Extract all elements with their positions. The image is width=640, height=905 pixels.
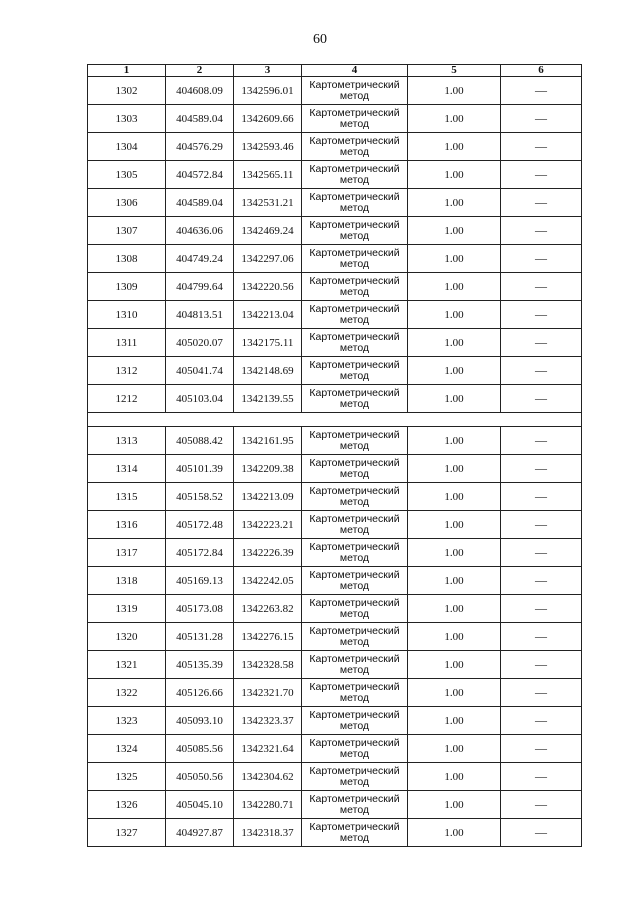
- description-cell: —: [501, 161, 582, 189]
- accuracy-cell: 1.00: [408, 483, 501, 511]
- table-row: [88, 455, 582, 483]
- x-coordinate-cell: 405172.48: [166, 511, 234, 539]
- method-cell: Картометрический метод: [302, 483, 408, 511]
- y-coordinate-cell: 1342609.66: [234, 105, 302, 133]
- x-coordinate-cell: 405103.04: [166, 385, 234, 413]
- x-coordinate-cell: 404813.51: [166, 301, 234, 329]
- y-coordinate-cell: 1342148.69: [234, 357, 302, 385]
- y-coordinate-cell: 1342596.01: [234, 77, 302, 105]
- y-coordinate-cell: 1342318.37: [234, 819, 302, 847]
- y-coordinate-cell: 1342263.82: [234, 595, 302, 623]
- table-row: [88, 595, 582, 623]
- table-row: [88, 105, 582, 133]
- accuracy-cell: 1.00: [408, 329, 501, 357]
- x-coordinate-cell: 404927.87: [166, 819, 234, 847]
- table-row: [88, 679, 582, 707]
- point-number-cell: 1322: [88, 679, 166, 707]
- x-coordinate-cell: 405101.39: [166, 455, 234, 483]
- method-cell: Картометрический метод: [302, 567, 408, 595]
- method-cell: Картометрический метод: [302, 133, 408, 161]
- method-cell: Картометрический метод: [302, 217, 408, 245]
- description-cell: —: [501, 735, 582, 763]
- point-number-cell: 1308: [88, 245, 166, 273]
- table-row: [88, 763, 582, 791]
- x-coordinate-cell: 404636.06: [166, 217, 234, 245]
- point-number-cell: 1312: [88, 357, 166, 385]
- method-cell: Картометрический метод: [302, 77, 408, 105]
- accuracy-cell: 1.00: [408, 455, 501, 483]
- description-cell: —: [501, 791, 582, 819]
- method-cell: Картометрический метод: [302, 595, 408, 623]
- x-coordinate-cell: 404576.29: [166, 133, 234, 161]
- point-number-cell: 1304: [88, 133, 166, 161]
- table-row: [88, 161, 582, 189]
- accuracy-cell: 1.00: [408, 651, 501, 679]
- column-header: 3: [234, 65, 302, 77]
- description-cell: —: [501, 651, 582, 679]
- description-cell: —: [501, 623, 582, 651]
- description-cell: —: [501, 273, 582, 301]
- table-row: [88, 567, 582, 595]
- description-cell: —: [501, 763, 582, 791]
- table-row: [88, 819, 582, 847]
- point-number-cell: 1307: [88, 217, 166, 245]
- description-cell: —: [501, 595, 582, 623]
- page-number: 60: [313, 32, 327, 47]
- point-number-cell: 1326: [88, 791, 166, 819]
- point-number-cell: 1325: [88, 763, 166, 791]
- description-cell: —: [501, 679, 582, 707]
- accuracy-cell: 1.00: [408, 77, 501, 105]
- table-row: [88, 329, 582, 357]
- table-row: [88, 651, 582, 679]
- point-number-cell: 1318: [88, 567, 166, 595]
- table-row: [88, 483, 582, 511]
- method-cell: Картометрический метод: [302, 329, 408, 357]
- x-coordinate-cell: 405020.07: [166, 329, 234, 357]
- point-number-cell: 1303: [88, 105, 166, 133]
- y-coordinate-cell: 1342323.37: [234, 707, 302, 735]
- table-row: [88, 301, 582, 329]
- point-number-cell: 1311: [88, 329, 166, 357]
- accuracy-cell: 1.00: [408, 133, 501, 161]
- accuracy-cell: 1.00: [408, 385, 501, 413]
- table-row: [88, 357, 582, 385]
- method-cell: Картометрический метод: [302, 623, 408, 651]
- table-row: [88, 427, 582, 455]
- x-coordinate-cell: 405050.56: [166, 763, 234, 791]
- method-cell: Картометрический метод: [302, 105, 408, 133]
- accuracy-cell: 1.00: [408, 511, 501, 539]
- y-coordinate-cell: 1342213.04: [234, 301, 302, 329]
- accuracy-cell: 1.00: [408, 189, 501, 217]
- accuracy-cell: 1.00: [408, 595, 501, 623]
- description-cell: —: [501, 483, 582, 511]
- method-cell: Картометрический метод: [302, 707, 408, 735]
- point-number-cell: 1320: [88, 623, 166, 651]
- description-cell: —: [501, 189, 582, 217]
- y-coordinate-cell: 1342297.06: [234, 245, 302, 273]
- table-row: [88, 245, 582, 273]
- method-cell: Картометрический метод: [302, 385, 408, 413]
- accuracy-cell: 1.00: [408, 161, 501, 189]
- method-cell: Картометрический метод: [302, 455, 408, 483]
- accuracy-cell: 1.00: [408, 301, 501, 329]
- accuracy-cell: 1.00: [408, 273, 501, 301]
- description-cell: —: [501, 245, 582, 273]
- x-coordinate-cell: 404572.84: [166, 161, 234, 189]
- y-coordinate-cell: 1342223.21: [234, 511, 302, 539]
- description-cell: —: [501, 427, 582, 455]
- description-cell: —: [501, 301, 582, 329]
- table-row: [88, 791, 582, 819]
- point-number-cell: 1305: [88, 161, 166, 189]
- method-cell: Картометрический метод: [302, 161, 408, 189]
- x-coordinate-cell: 405085.56: [166, 735, 234, 763]
- point-number-cell: 1319: [88, 595, 166, 623]
- y-coordinate-cell: 1342304.62: [234, 763, 302, 791]
- table-row: [88, 133, 582, 161]
- y-coordinate-cell: 1342220.56: [234, 273, 302, 301]
- x-coordinate-cell: 405169.13: [166, 567, 234, 595]
- table-row: [88, 217, 582, 245]
- y-coordinate-cell: 1342276.15: [234, 623, 302, 651]
- point-number-cell: 1313: [88, 427, 166, 455]
- y-coordinate-cell: 1342565.11: [234, 161, 302, 189]
- y-coordinate-cell: 1342161.95: [234, 427, 302, 455]
- description-cell: —: [501, 77, 582, 105]
- point-number-cell: 1212: [88, 385, 166, 413]
- x-coordinate-cell: 404589.04: [166, 105, 234, 133]
- description-cell: —: [501, 455, 582, 483]
- table-row: [88, 707, 582, 735]
- method-cell: Картометрический метод: [302, 245, 408, 273]
- y-coordinate-cell: 1342328.58: [234, 651, 302, 679]
- description-cell: —: [501, 357, 582, 385]
- point-number-cell: 1324: [88, 735, 166, 763]
- y-coordinate-cell: 1342469.24: [234, 217, 302, 245]
- method-cell: Картометрический метод: [302, 357, 408, 385]
- y-coordinate-cell: 1342321.70: [234, 679, 302, 707]
- accuracy-cell: 1.00: [408, 217, 501, 245]
- x-coordinate-cell: 405172.84: [166, 539, 234, 567]
- method-cell: Картометрический метод: [302, 651, 408, 679]
- method-cell: Картометрический метод: [302, 511, 408, 539]
- description-cell: —: [501, 819, 582, 847]
- point-number-cell: 1314: [88, 455, 166, 483]
- x-coordinate-cell: 405158.52: [166, 483, 234, 511]
- method-cell: Картометрический метод: [302, 301, 408, 329]
- x-coordinate-cell: 404749.24: [166, 245, 234, 273]
- accuracy-cell: 1.00: [408, 763, 501, 791]
- accuracy-cell: 1.00: [408, 567, 501, 595]
- method-cell: Картометрический метод: [302, 763, 408, 791]
- x-coordinate-cell: 405093.10: [166, 707, 234, 735]
- y-coordinate-cell: 1342209.38: [234, 455, 302, 483]
- y-coordinate-cell: 1342213.09: [234, 483, 302, 511]
- accuracy-cell: 1.00: [408, 791, 501, 819]
- point-number-cell: 1321: [88, 651, 166, 679]
- point-number-cell: 1316: [88, 511, 166, 539]
- description-cell: —: [501, 511, 582, 539]
- accuracy-cell: 1.00: [408, 539, 501, 567]
- description-cell: —: [501, 385, 582, 413]
- accuracy-cell: 1.00: [408, 735, 501, 763]
- y-coordinate-cell: 1342280.71: [234, 791, 302, 819]
- method-cell: Картометрический метод: [302, 735, 408, 763]
- point-number-cell: 1302: [88, 77, 166, 105]
- x-coordinate-cell: 404799.64: [166, 273, 234, 301]
- y-coordinate-cell: 1342321.64: [234, 735, 302, 763]
- method-cell: Картометрический метод: [302, 427, 408, 455]
- x-coordinate-cell: 404589.04: [166, 189, 234, 217]
- description-cell: —: [501, 105, 582, 133]
- point-number-cell: 1323: [88, 707, 166, 735]
- description-cell: —: [501, 329, 582, 357]
- separator-cell: [88, 413, 582, 427]
- point-number-cell: 1315: [88, 483, 166, 511]
- column-header: 2: [166, 65, 234, 77]
- accuracy-cell: 1.00: [408, 707, 501, 735]
- point-number-cell: 1306: [88, 189, 166, 217]
- x-coordinate-cell: 405041.74: [166, 357, 234, 385]
- table-row: [88, 623, 582, 651]
- accuracy-cell: 1.00: [408, 427, 501, 455]
- description-cell: —: [501, 133, 582, 161]
- method-cell: Картометрический метод: [302, 791, 408, 819]
- y-coordinate-cell: 1342593.46: [234, 133, 302, 161]
- accuracy-cell: 1.00: [408, 679, 501, 707]
- method-cell: Картометрический метод: [302, 189, 408, 217]
- accuracy-cell: 1.00: [408, 105, 501, 133]
- y-coordinate-cell: 1342531.21: [234, 189, 302, 217]
- description-cell: —: [501, 707, 582, 735]
- accuracy-cell: 1.00: [408, 819, 501, 847]
- point-number-cell: 1317: [88, 539, 166, 567]
- column-header: 5: [408, 65, 501, 77]
- table-row: [88, 77, 582, 105]
- table-row: [88, 189, 582, 217]
- column-header: 6: [501, 65, 582, 77]
- accuracy-cell: 1.00: [408, 245, 501, 273]
- method-cell: Картометрический метод: [302, 679, 408, 707]
- point-number-cell: 1309: [88, 273, 166, 301]
- y-coordinate-cell: 1342226.39: [234, 539, 302, 567]
- point-number-cell: 1310: [88, 301, 166, 329]
- method-cell: Картометрический метод: [302, 539, 408, 567]
- point-number-cell: 1327: [88, 819, 166, 847]
- y-coordinate-cell: 1342175.11: [234, 329, 302, 357]
- description-cell: —: [501, 539, 582, 567]
- table-row: [88, 539, 582, 567]
- x-coordinate-cell: 405173.08: [166, 595, 234, 623]
- column-header: 1: [88, 65, 166, 77]
- table-row: [88, 273, 582, 301]
- description-cell: —: [501, 217, 582, 245]
- coordinates-table: [87, 64, 582, 847]
- x-coordinate-cell: 405088.42: [166, 427, 234, 455]
- x-coordinate-cell: 405126.66: [166, 679, 234, 707]
- table-row: [88, 385, 582, 413]
- method-cell: Картометрический метод: [302, 273, 408, 301]
- separator-row: [88, 413, 582, 427]
- accuracy-cell: 1.00: [408, 623, 501, 651]
- column-header: 4: [302, 65, 408, 77]
- table-row: [88, 511, 582, 539]
- y-coordinate-cell: 1342139.55: [234, 385, 302, 413]
- description-cell: —: [501, 567, 582, 595]
- method-cell: Картометрический метод: [302, 819, 408, 847]
- x-coordinate-cell: 404608.09: [166, 77, 234, 105]
- x-coordinate-cell: 405135.39: [166, 651, 234, 679]
- accuracy-cell: 1.00: [408, 357, 501, 385]
- y-coordinate-cell: 1342242.05: [234, 567, 302, 595]
- x-coordinate-cell: 405131.28: [166, 623, 234, 651]
- x-coordinate-cell: 405045.10: [166, 791, 234, 819]
- table-row: [88, 735, 582, 763]
- header-row: [88, 65, 582, 77]
